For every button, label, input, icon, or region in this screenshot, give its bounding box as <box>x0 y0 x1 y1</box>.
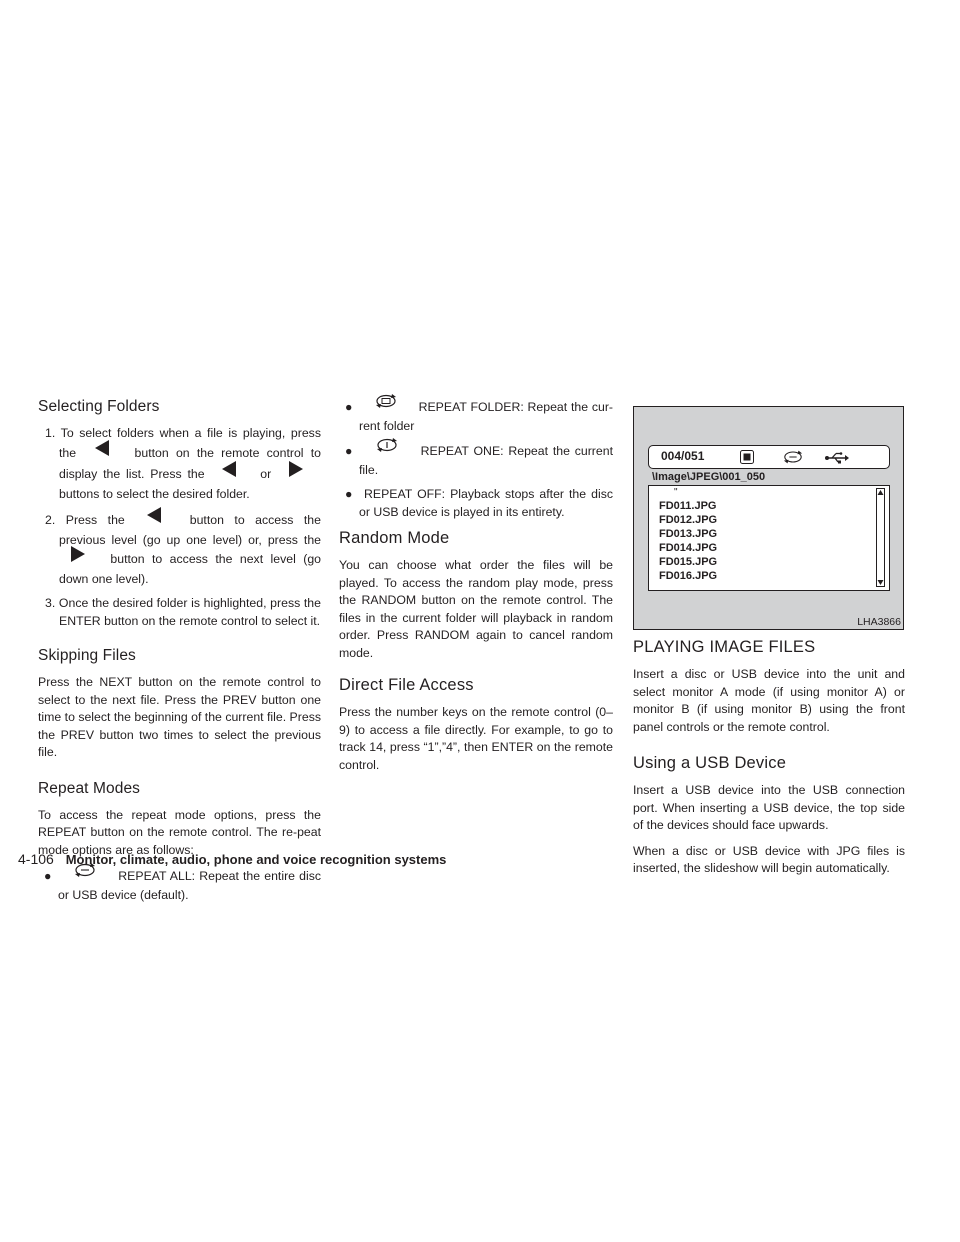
left-arrow-icon <box>222 461 236 483</box>
right-arrow-icon <box>71 546 85 568</box>
bullet: ● <box>345 400 353 414</box>
file-item[interactable]: FD013.JPG <box>659 528 718 540</box>
chapter-title: Monitor, climate, audio, phone and voice recognition systems <box>65 852 447 867</box>
skipping-files-body: Press the NEXT button on the remote control to select to the next file. Press the PREV button one time to select the beginning of the current file. Press the PREV button two times to select the previous file. <box>38 675 321 759</box>
step-2: 2. Press the button to access the previous level (go up one level) or, press the button to access the next level (go down one level). <box>38 510 321 588</box>
file-item[interactable]: FD012.JPG <box>659 514 718 526</box>
bullet: ● <box>345 487 353 501</box>
repeat-icon <box>783 450 803 469</box>
repeat-all-item: ● REPEAT ALL: Repeat the entire disc or USB device (default). <box>38 867 321 904</box>
folder-path: \Image\JPEG\001_050 <box>652 471 766 483</box>
middle-column <box>339 398 613 782</box>
random-mode-body: You can choose what order the files will be played. To access the random play mode, press the RANDOM button on the remote control. The files in the current folder will playback in random order. Press RANDOM again to cancel random mode. <box>339 558 613 660</box>
file-item[interactable]: FD011.JPG <box>659 500 717 512</box>
file-list <box>648 485 890 591</box>
right-column <box>633 638 905 886</box>
bullet: ● <box>44 869 52 883</box>
left-arrow-icon <box>95 440 109 462</box>
parent-folder-mark: " <box>674 487 678 498</box>
right-arrow-icon <box>289 461 303 483</box>
step-3: 3. Once the desired folder is highlighted, press the ENTER button on the remote control to select it. <box>45 596 321 628</box>
heading-direct-file-access: Direct File Access <box>339 676 474 694</box>
using-usb-body-2: When a disc or USB device with JPG files is inserted, the slideshow will begin automatically. <box>633 843 905 875</box>
heading-random-mode: Random Mode <box>339 529 450 547</box>
page-footer <box>18 851 446 867</box>
step-1: 1. To select folders when a file is playing, press the button on the remote control to display the list. Press the or buttons to select the desired folder. <box>45 426 321 501</box>
scrollbar[interactable] <box>876 488 885 587</box>
file-counter: 004/051 <box>661 449 705 463</box>
repeat-off-item: ● REPEAT OFF: Playback stops after the disc or USB device is played in its entirety. <box>345 487 613 519</box>
file-item[interactable]: FD016.JPG <box>659 570 718 582</box>
direct-file-access-body: Press the number keys on the remote control (0–9) to access a file directly. For example, to go to track 14, press “1”,”4”, then ENTER on the remote control. <box>339 705 613 772</box>
repeat-folder-item: ● REPEAT FOLDER: Repeat the cur-rent folder <box>339 398 613 435</box>
bullet: ● <box>345 444 353 458</box>
repeat-modes-body: To access the repeat mode options, press the REPEAT button on the remote control. The re-peat mode options are as follows: <box>38 807 321 857</box>
repeat-one-item: ● REPEAT ONE: Repeat the current file. <box>339 442 613 479</box>
heading-skipping-files: Skipping Files <box>38 647 136 664</box>
heading-repeat-modes: Repeat Modes <box>38 779 141 797</box>
heading-using-usb-device: Using a USB Device <box>633 754 787 772</box>
repeat-folder-icon <box>375 394 397 414</box>
screen-figure <box>633 406 904 630</box>
using-usb-body-1: Insert a USB device into the USB connection port. When inserting a USB device, the top side of the devices should face upwards. <box>633 783 905 832</box>
file-item[interactable]: FD014.JPG <box>659 542 718 554</box>
status-bar <box>648 445 890 469</box>
usb-icon <box>825 451 849 469</box>
heading-selecting-folders: Selecting Folders <box>38 398 160 415</box>
file-item[interactable]: FD015.JPG <box>659 556 718 568</box>
playing-image-files-body: Insert a disc or USB device into the unit and select monitor A mode (if using monitor A) or monitor B (if using monitor B) using the front panel controls or the remote control. <box>633 667 905 734</box>
heading-playing-image-files: PLAYING IMAGE FILES <box>633 638 816 656</box>
left-arrow-icon <box>147 507 161 529</box>
stop-icon <box>740 450 754 469</box>
left-column <box>38 398 321 911</box>
page-number: 4-106 <box>18 851 54 867</box>
figure-label: LHA3866 <box>857 616 901 628</box>
repeat-one-icon <box>376 438 398 458</box>
